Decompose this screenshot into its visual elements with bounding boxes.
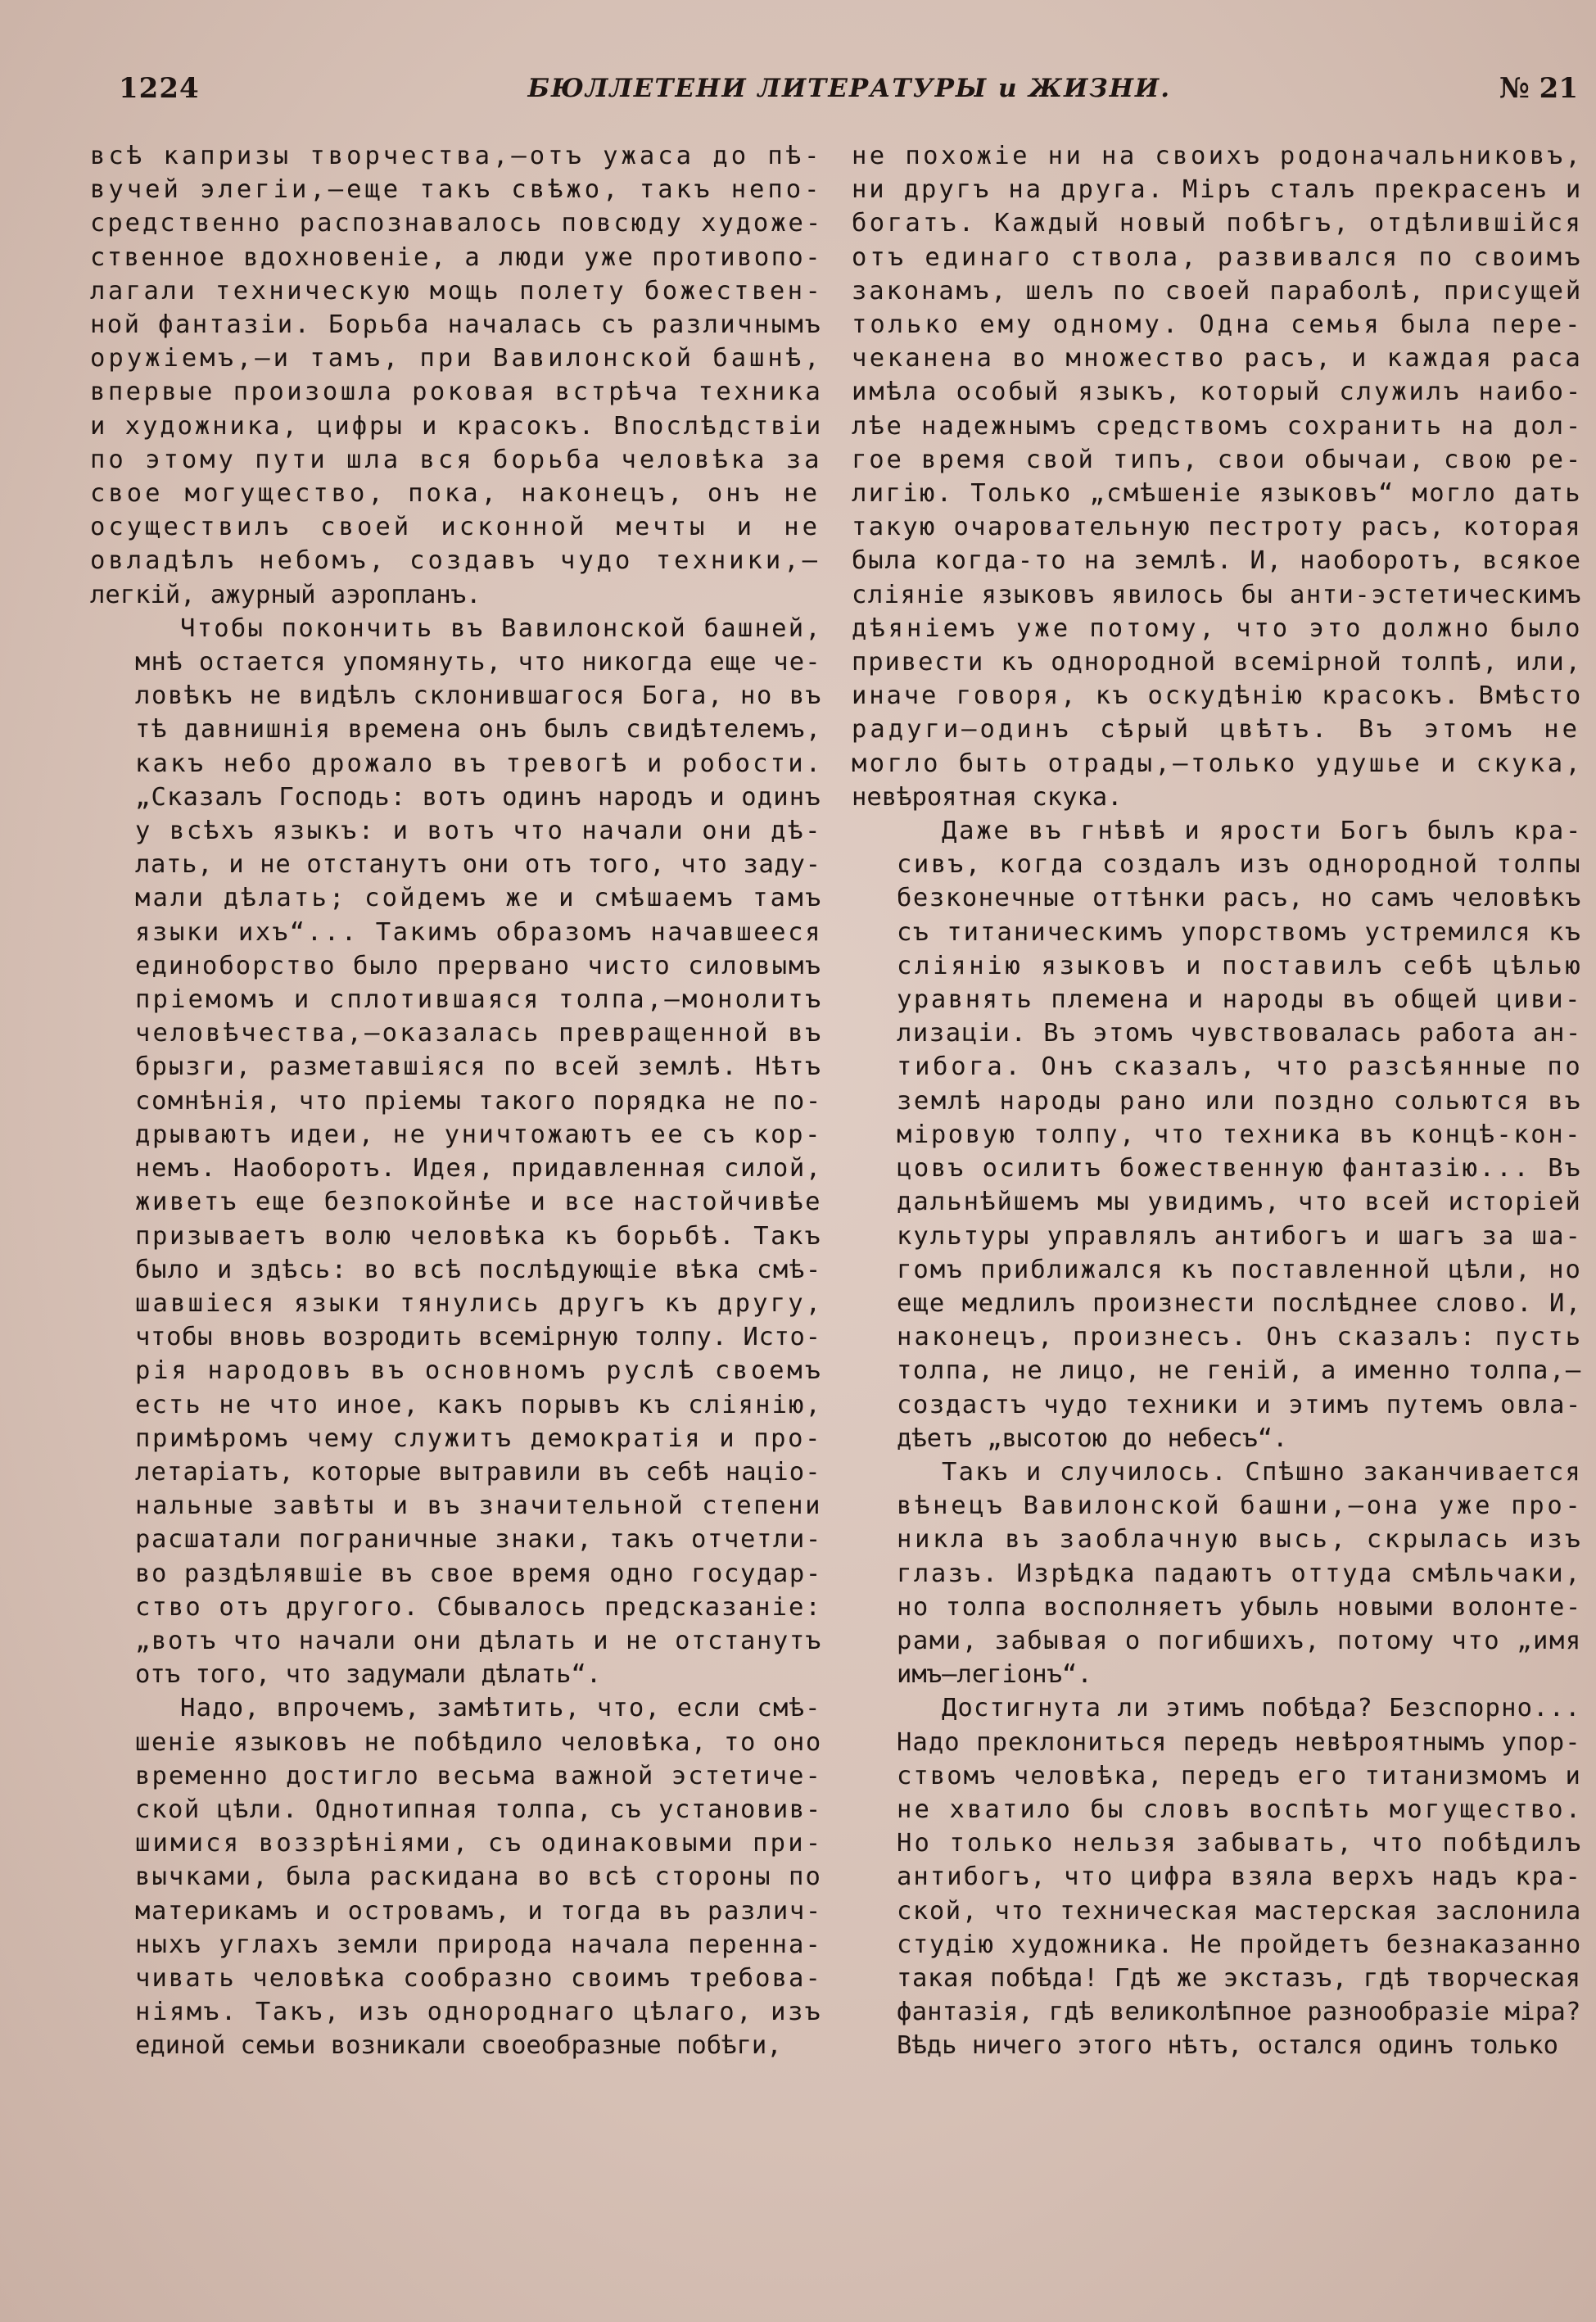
paragraph: [852, 139, 1584, 814]
text-line: рія народовъ въ основномъ руслѣ своемъ: [135, 1356, 824, 1386]
text-line: брызги, разметавшіяся по всей землѣ. Нѣтъ: [135, 1052, 822, 1082]
text-line: землѣ народы рано или поздно сольются въ: [897, 1086, 1583, 1116]
text-line: всѣ капризы творчества,—отъ ужаса до пѣ-: [90, 142, 823, 170]
paragraph: [852, 814, 1584, 1455]
text-line: дѣяніемъ уже потому, что это должно было: [852, 613, 1584, 643]
text-line: сліяніе языковъ явилось бы анти-эстетическимъ: [852, 580, 1582, 609]
text-line: культуры управлялъ антибогъ и шагъ за ша-: [897, 1221, 1582, 1251]
text-line: ство отъ другого. Сбывалось предсказаніе:: [135, 1592, 822, 1622]
text-line: расшатали пограничные знаки, такъ отчетли-: [135, 1525, 822, 1555]
text-line: ловѣкъ не видѣлъ склонившагося Бога, но въ: [135, 681, 822, 711]
text-line: ственное вдохновеніе, а люди уже противопо-: [90, 242, 823, 272]
text-line: цовъ осилитъ божественную фантазію... Въ: [897, 1154, 1583, 1184]
text-line: ни другъ на друга. Міръ сталъ прекрасенъ и: [852, 175, 1584, 205]
text-line: летаріатъ, которые вытравили въ себѣ націо-: [135, 1457, 821, 1487]
text-line: радуги—одинъ сѣрый цвѣтъ. Въ этомъ не: [852, 715, 1580, 745]
text-line: не похожіе ни на своихъ родоначальниковъ,: [852, 142, 1584, 170]
text-line: Вѣдь ничего этого нѣтъ, остался одинъ только: [897, 2031, 1558, 2061]
text-line: средственно распознавалось повсюду художе-: [90, 209, 824, 238]
text-line: имѣла особый языкъ, который служилъ наибо-: [852, 378, 1584, 407]
text-line: по этому пути шла вся борьба человѣка за: [90, 445, 823, 474]
text-line: живетъ еще безпокойнѣе и все настойчивѣе: [135, 1188, 823, 1217]
text-line: лагали техническую мощь полету божествен-: [90, 276, 824, 306]
paragraph: [852, 1455, 1584, 1691]
text-line: глазъ. Изрѣдка падаютъ оттуда смѣльчаки,: [897, 1559, 1583, 1588]
text-line: свое могущество, пока, наконецъ, онъ не: [90, 479, 821, 509]
text-line: еще медлилъ произнести послѣднее слово. И,: [897, 1288, 1582, 1318]
paragraph: [90, 1691, 824, 2062]
text-line: дрываютъ идеи, не уничтожаютъ ее съ кор-: [135, 1120, 823, 1149]
text-line: чтобы вновь возродить всемірную толпу. Исто-: [135, 1323, 821, 1352]
text-line: никла въ заоблачную высь, скрылась изъ: [897, 1525, 1584, 1555]
text-line: материкамъ и островамъ, и тогда въ различ-: [135, 1896, 822, 1926]
text-line: чеканена во множество расъ, и каждая раса: [852, 344, 1584, 373]
page-header: [119, 64, 1578, 113]
text-line: есть не что иное, какъ порывъ къ сліянію,: [135, 1390, 822, 1419]
text-line: гое время свой типъ, свои обычаи, свою ре-: [852, 445, 1584, 474]
text-line: пріемомъ и сплотившаяся толпа,—монолитъ: [135, 985, 824, 1015]
text-line: Достигнута ли этимъ побѣда? Безспорно...: [942, 1694, 1581, 1723]
text-line: ской, что техническая мастерская заслонила: [897, 1896, 1582, 1926]
text-line: ной фантазіи. Борьба началась съ различнымъ: [90, 310, 823, 340]
text-line: мнѣ остается упомянуть, что никогда еще че-: [135, 648, 821, 677]
text-line: міровую толпу, что техника въ концѣ-кон-: [897, 1120, 1583, 1149]
text-line: отъ единаго ствола, развивался по своимъ: [852, 242, 1584, 272]
text-line: рами, забывая о погибшихъ, потому что „имя: [897, 1626, 1582, 1655]
text-line: лать, и не отстанутъ они отъ того, что заду-: [135, 850, 821, 880]
text-line: толпа, не лицо, не геній, а именно толпа,—: [897, 1356, 1582, 1386]
text-line: „вотъ что начали они дѣлать и не отстанутъ: [135, 1626, 822, 1655]
text-line: дальнѣйшемъ мы увидимъ, что всей исторіей: [897, 1188, 1582, 1217]
journal-title: БЮЛЛЕТЕНИ ЛИТЕРАТУРЫ и ЖИЗНИ.: [527, 74, 1171, 103]
right-column: [852, 139, 1584, 2063]
text-line: призываетъ волю человѣка къ борьбѣ. Такъ: [135, 1221, 823, 1251]
text-line: шавшіеся языки тянулись другъ къ другу,: [135, 1288, 824, 1318]
text-line: мали дѣлать; сойдемъ же и смѣшаемъ тамъ: [135, 884, 824, 913]
paragraph: [852, 1691, 1584, 2062]
text-line: человѣчества,—оказалась превращенной въ: [135, 1019, 824, 1048]
text-line: была когда-то на землѣ. И, наоборотъ, всякое: [852, 546, 1582, 576]
text-line: могло быть отрады,—только удушье и скука,: [852, 749, 1584, 778]
text-line: сомнѣнія, что пріемы такого порядка не по-: [135, 1086, 822, 1116]
text-line: гомъ приближался къ поставленной цѣли, но: [897, 1255, 1582, 1284]
text-line: привести къ однородной всемірной толпѣ, или,: [852, 648, 1582, 677]
text-line: Надо преклониться передъ невѣроятнымъ упор-: [897, 1727, 1581, 1757]
text-line: ніямъ. Такъ, изъ однороднаго цѣлаго, изъ: [135, 1998, 823, 2027]
text-line: оружіемъ,—и тамъ, при Вавилонской башнѣ,: [90, 344, 823, 373]
text-line: такая побѣда! Гдѣ же экстазъ, гдѣ творческая: [897, 1963, 1581, 1993]
text-line: языки ихъ“... Такимъ образомъ начавшееся: [135, 917, 823, 947]
text-line: наконецъ, произнесъ. Онъ сказалъ: пусть: [897, 1323, 1584, 1352]
text-line: овладѣлъ небомъ, создавъ чудо техники,—: [90, 546, 821, 576]
text-line: ныхъ углахъ земли природа начала перенна-: [135, 1930, 822, 1959]
text-line: и художника, цифры и красокъ. Впослѣдствіи: [90, 411, 824, 441]
text-line: Надо, впрочемъ, замѣтить, что, если смѣ-: [180, 1694, 821, 1723]
text-line: невѣроятная скука.: [852, 782, 1123, 812]
text-line: дѣетъ „высотою до небесъ“.: [897, 1424, 1288, 1453]
text-line: фантазія, гдѣ великолѣпное разнообразіе міра?: [897, 1998, 1581, 2027]
issue-number: № 21: [1499, 72, 1578, 105]
paragraph: [90, 612, 824, 1692]
text-line: студію художника. Не пройдетъ безнаказанно: [897, 1930, 1582, 1959]
text-line: осуществилъ своей исконной мечты и не: [90, 513, 821, 542]
text-line: ской цѣли. Однотипная толпа, съ установив-: [135, 1795, 822, 1824]
text-line: примѣромъ чему служитъ демократія и про-: [135, 1424, 823, 1453]
page-number: 1224: [119, 72, 200, 105]
text-line: во раздѣлявшіе въ свое время одно государ-: [135, 1559, 822, 1588]
text-line: какъ небо дрожало въ тревогѣ и робости.: [135, 749, 824, 778]
text-line: Такъ и случилось. Спѣшно заканчивается: [942, 1457, 1582, 1487]
text-line: было и здѣсь: во всѣ послѣдующіе вѣка смѣ-: [135, 1255, 822, 1284]
text-line: шеніе языковъ не побѣдило человѣка, то оно: [135, 1727, 822, 1757]
text-line: сліянію языковъ и поставилъ себѣ цѣлью: [897, 951, 1584, 980]
text-line: съ титаническимъ упорствомъ устремился къ: [897, 917, 1582, 947]
text-line: единой семьи возникали своеобразные побѣги,: [135, 2031, 782, 2061]
text-line: ствомъ человѣка, передъ его титанизмомъ и: [897, 1761, 1582, 1790]
paragraph: [90, 139, 824, 612]
text-line: немъ. Наоборотъ. Идея, придавленная силой,: [135, 1154, 822, 1184]
text-line: у всѣхъ языкъ: и вотъ что начали они дѣ-: [135, 817, 823, 846]
text-line: единоборство было прервано чисто силовымъ: [135, 951, 822, 980]
text-line: сивъ, когда создалъ изъ однородной толпы: [897, 850, 1583, 880]
text-line: законамъ, шелъ по своей параболѣ, присущей: [852, 276, 1584, 306]
text-line: Даже въ гнѣвѣ и ярости Богъ былъ кра-: [942, 817, 1584, 846]
text-line: временно достигло весьма важной эстетиче-: [135, 1761, 822, 1790]
text-line: нальные завѣты и въ значительной степени: [135, 1491, 823, 1521]
text-line: только ему одному. Одна семья была пере-: [852, 310, 1584, 340]
text-line: легкій, ажурный аэропланъ.: [90, 580, 482, 609]
text-line: Но только нельзя забывать, что побѣдилъ: [897, 1829, 1584, 1858]
text-line: тибога. Онъ сказалъ, что разсѣянные по: [897, 1052, 1584, 1082]
text-line: тѣ давнишнія времена онъ былъ свидѣтелемъ,: [135, 715, 822, 745]
text-line: лизаціи. Въ этомъ чувствовалась работа ан-: [897, 1019, 1582, 1048]
text-line: создастъ чудо техники и этимъ путемъ овла-: [897, 1390, 1582, 1419]
text-line: шимися воззрѣніями, съ одинаковыми при-: [135, 1829, 824, 1858]
text-line: богатъ. Каждый новый побѣгъ, отдѣлившійся: [852, 209, 1584, 238]
text-line: иначе говоря, къ оскудѣнію красокъ. Вмѣсто: [852, 681, 1584, 711]
text-line: вѣнецъ Вавилонской башни,—она уже про-: [897, 1491, 1584, 1521]
text-line: но толпа восполняетъ убыль новыми волонте-: [897, 1592, 1582, 1622]
text-line: такую очаровательную пестроту расъ, которая: [852, 513, 1582, 542]
text-line: впервые произошла роковая встрѣча техника: [90, 378, 824, 407]
text-line: лѣе надежнымъ средствомъ сохранить на дол-: [852, 411, 1584, 441]
text-line: не хватило бы словъ воспѣть могущество.: [897, 1795, 1584, 1824]
text-line: безконечные оттѣнки расъ, но самъ человѣкъ: [897, 884, 1582, 913]
text-line: уравнять племена и народы въ общей циви-: [897, 985, 1583, 1015]
text-line: вычками, была раскидана во всѣ стороны по: [135, 1863, 822, 1892]
text-line: имъ—легіонъ“.: [897, 1660, 1092, 1690]
text-line: лигію. Только „смѣшеніе языковъ“ могло дать: [852, 479, 1582, 509]
text-line: антибогъ, что цифра взяла верхъ надъ кра-: [897, 1863, 1582, 1892]
text-line: вучей элегіи,—еще такъ свѣжо, такъ непо-: [90, 175, 823, 205]
text-line: чивать человѣка сообразно своимъ требова-: [135, 1963, 822, 1993]
text-line: Чтобы покончить въ Вавилонской башней,: [180, 613, 823, 643]
text-line: „Сказалъ Господь: вотъ одинъ народъ и одинъ: [135, 782, 821, 812]
text-line: отъ того, что задумали дѣлать“.: [135, 1660, 602, 1690]
left-column: [90, 139, 824, 2063]
